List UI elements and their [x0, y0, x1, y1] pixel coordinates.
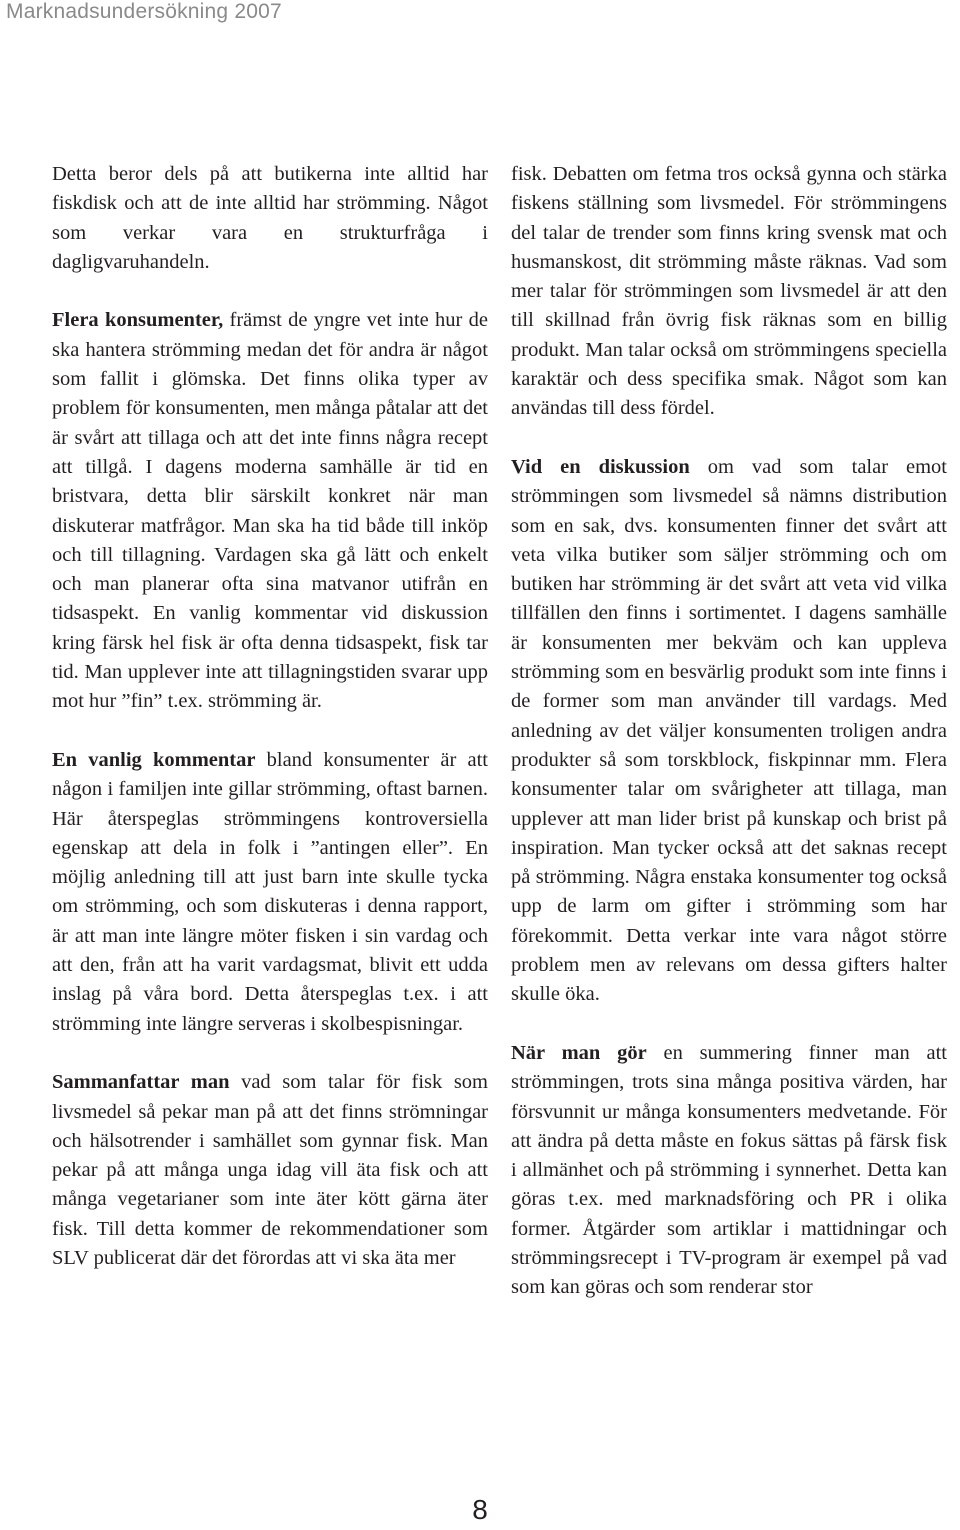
paragraph-text: en summering finner man att strömmingen, trots sina många positiva värden, har försvunnit ur många konsumenters medvetande. För att ändra på detta måste en fokus sättas på färsk fisk i allmänhet och på strömming i synnerhet. Detta kan göras t.ex. med marknadsföring och PR i olika former. Åtgärder som artiklar i mattidningar och strömmingsrecept i TV-program är exempel på vad som kan göras och som renderar stor [511, 1041, 947, 1299]
paragraph-text: om vad som talar emot strömmingen som livsmedel så nämns distribution som en sak, dvs. konsumenten finner det svårt att veta vilka butiker som säljer strömming och om butiken har strömming är det svårt att veta vid vilka tillfällen den finns i sortimentet. I dagens samhälle är konsumenten mer bekväm och kan uppleva strömming som en besvärlig produkt som inte finns i de former som man använder till vardags. Med anledning av det väljer konsumenten troligen andra produkter så som torskblock, fiskpinnar mm. Flera konsumenter talar om svårigheter att tillaga, man upplever att man lider brist på kunskap och brist på inspiration. Man tycker också att det saknas recept på strömming. Några enstaka konsumenter tog också upp de larm om gifter i strömming som har förekommit. Detta verkar inte vara något större problem men av relevans om dessa gifters halter skulle öka. [511, 455, 947, 1006]
paragraph [52, 746, 488, 1039]
left-column [52, 160, 488, 1303]
paragraph-text: bland konsumenter är att någon i familjen inte gillar strömming, oftast barnen. Här återspeglas strömmingens kontroversiella egenskap att dela in folk i ”antingen eller”. En möjlig anledning till att just barn inte skulle tycka om strömming, och som diskuteras i denna rapport, är att man inte längre möter fisken i sin vardag och att den, från att ha varit vardagsmat, blivit ett udda inslag på våra bord. Detta återspeglas t.ex. i att strömming inte längre serveras i skolbespisningar. [52, 748, 488, 1035]
paragraph-text: fisk. Debatten om fetma tros också gynna och stärka fiskens ställning som livsmedel. För strömmingens del talar de trender som finns kring svensk mat och husmanskost, dit strömming måste räknas. Vad som mer talar för strömmingen som livsmedel är att den till skillnad från övrig fisk räknas som en billig produkt. Man talar också om strömmingens speciella karaktär och dess specifika smak. Något som kan användas till dess fördel. [511, 163, 947, 420]
paragraph-lead: Sammanfattar man [52, 1071, 230, 1094]
paragraph [511, 1039, 947, 1303]
paragraph [52, 306, 488, 716]
paragraph [511, 453, 947, 1010]
paragraph-text: Detta beror dels på att butikerna inte alltid har fiskdisk och att de inte alltid har strömming. Något som verkar vara en strukturfråga i dagligvaruhandeln. [52, 163, 488, 273]
paragraph [52, 160, 488, 277]
right-column [511, 160, 947, 1332]
paragraph-lead: Vid en diskussion [511, 455, 690, 478]
paragraph-text: vad som talar för fisk som livsmedel så pekar man på att det finns strömningar och hälsotrender i samhället som gynnar fisk. Man pekar på att många unga idag vill äta fisk och att många vegetarianer som inte äter kött gärna äter fisk. Till detta kommer de rekommendationer som SLV publicerat där det förordas att vi ska äta mer [52, 1071, 488, 1269]
paragraph-text: främst de yngre vet inte hur de ska hantera strömming medan det för andra är något som fallit i glömska. Det finns olika typer av problem för konsumenten, men många påtalar att det är svårt att tillaga och att det inte finns några recept att tillgå. I dagens moderna samhälle är tid en bristvara, detta blir särskilt konkret när man diskuterar matfrågor. Man ska ha tid både till inköp och till tillagning. Vardagen ska gå lätt och enkelt och man planerar ofta sina matvanor utifrån en tidsaspekt. En vanlig kommentar vid diskussion kring färsk hel fisk är ofta denna tidsaspekt, fisk tar tid. Man upplever inte att tillagningstiden svarar upp mot hur ”fin” t.ex. strömming är. [52, 309, 488, 713]
paragraph-lead: När man gör [511, 1041, 647, 1064]
paragraph [52, 1068, 488, 1273]
paragraph-lead: En vanlig kommentar [52, 748, 256, 771]
paragraph-lead: Flera konsumenter, [52, 309, 224, 332]
paragraph [511, 160, 947, 424]
page-number: 8 [472, 1494, 488, 1525]
running-header: Marknadsundersökning 2007 [6, 0, 282, 23]
